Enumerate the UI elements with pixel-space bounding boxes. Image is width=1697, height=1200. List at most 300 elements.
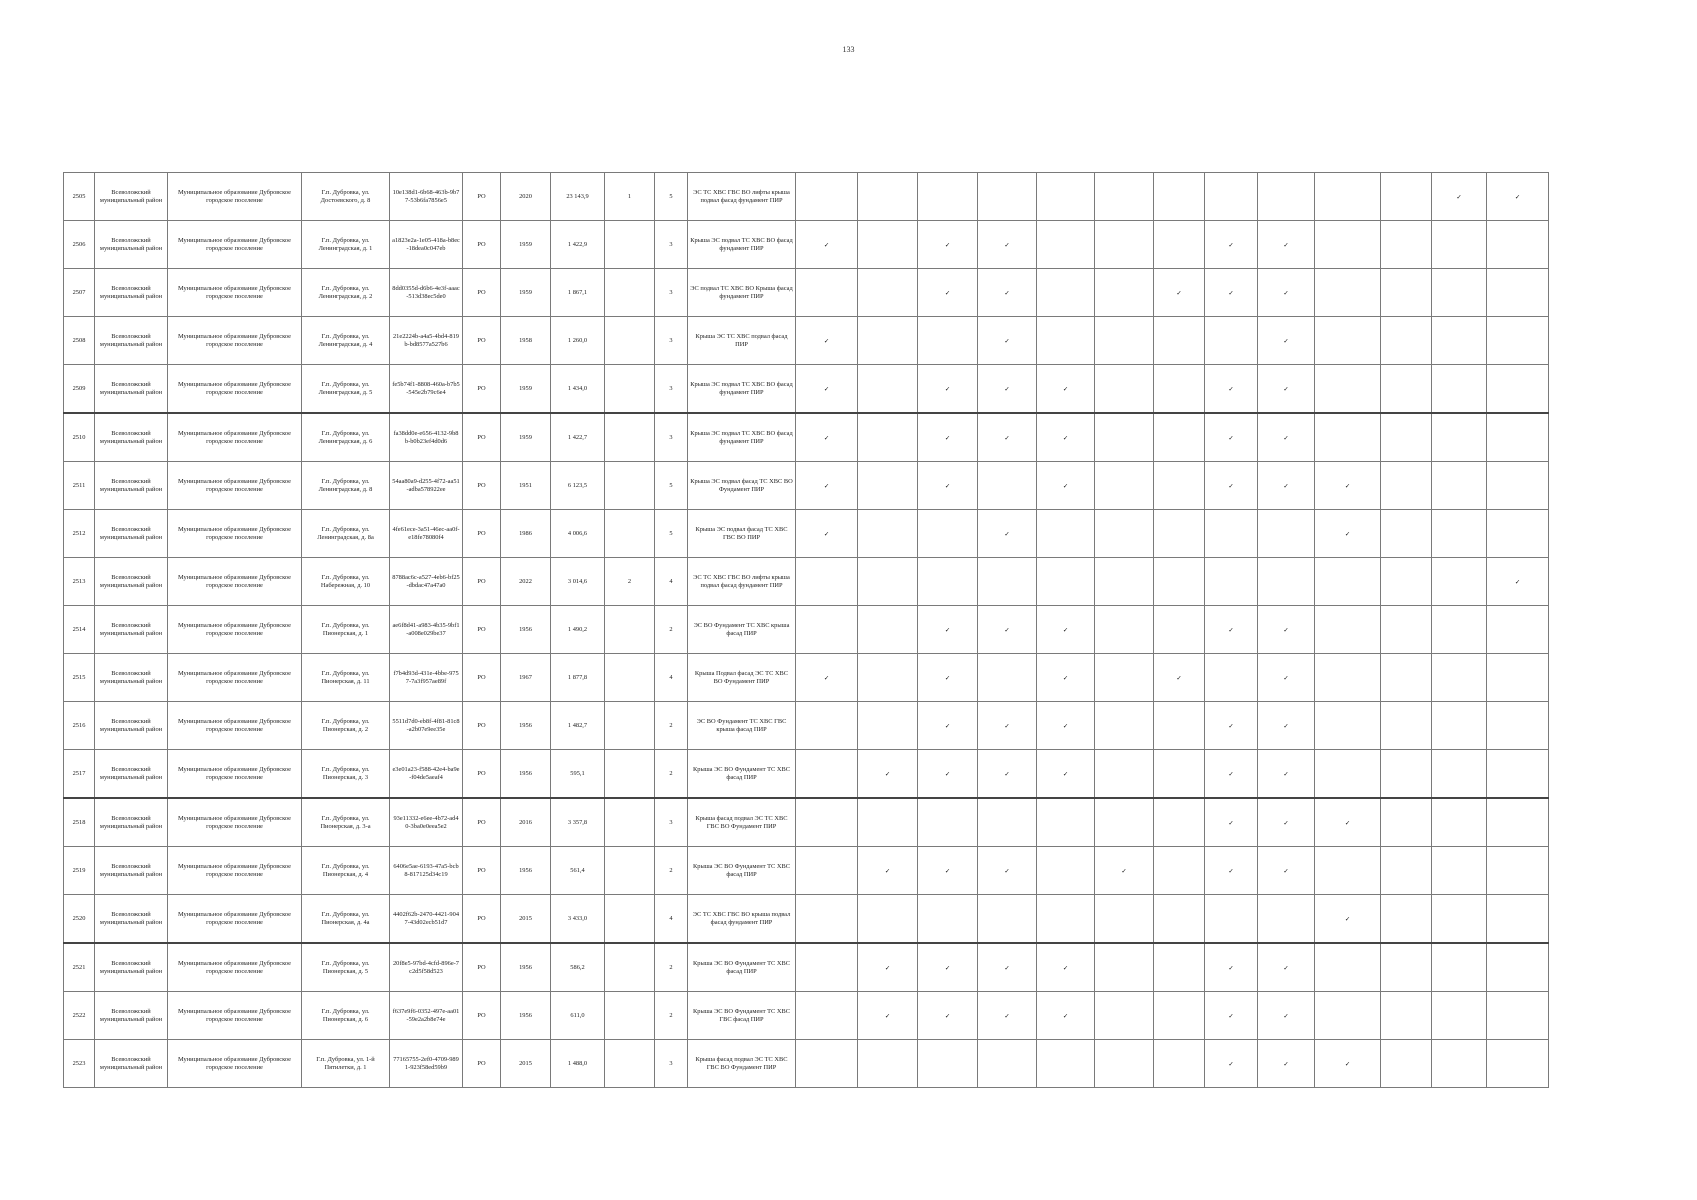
check-cell [1432,462,1487,510]
address-cell: Г.п. Дубровка, ул. Пионерская, д. 1 [302,606,390,654]
checkmark-icon: ✓ [1283,1059,1289,1068]
municipality-cell: Муниципальное образование Дубровское городское поселение [168,654,302,702]
check-cell [978,750,1037,799]
works-list-cell: Крыша ЭС подвал ТС ХВС ВО фасад фундамент ПИР [688,365,796,414]
count1-cell [605,221,655,269]
check-cell [1432,413,1487,462]
row-number: 2517 [64,750,95,799]
fias-code-cell: fe5b74f1-8808-460a-b7b5-545e2b79c6e4 [390,365,463,414]
check-cell [1205,702,1258,750]
check-cell [1258,462,1315,510]
checkmark-icon: ✓ [1283,866,1289,875]
table-row [64,750,1549,799]
check-cell [1315,1040,1381,1088]
municipality-cell: Муниципальное образование Дубровское городское поселение [168,750,302,799]
check-cell [1315,943,1381,992]
check-cell [1205,895,1258,944]
check-cell [796,462,858,510]
check-cell [1381,1040,1432,1088]
check-cell [1432,654,1487,702]
check-cell [1315,269,1381,317]
address-cell: Г.п. Дубровка, ул. Пионерская, д. 3 [302,750,390,799]
checkmark-icon: ✓ [1004,721,1010,730]
check-cell [1154,750,1205,799]
district-cell: Всеволожский муниципальный район [95,221,168,269]
count1-cell [605,992,655,1040]
check-cell [1154,462,1205,510]
area-cell: 1 488,0 [551,1040,605,1088]
check-cell [858,558,918,606]
check-cell [1205,365,1258,414]
check-cell [1381,798,1432,847]
check-cell [1037,750,1095,799]
floors-cell: 5 [655,462,688,510]
count1-cell [605,847,655,895]
year-cell: 2015 [501,895,551,944]
checkmark-icon: ✓ [823,433,830,442]
check-cell [1095,847,1154,895]
count1-cell [605,798,655,847]
check-cell [1381,558,1432,606]
year-cell: 2015 [501,1040,551,1088]
works-list-cell: Крыша ЭС подвал фасад ТС ХВС ГВС ВО ПИР [688,510,796,558]
check-cell [978,1040,1037,1088]
check-cell [1432,317,1487,365]
check-cell [1315,317,1381,365]
municipality-cell: Муниципальное образование Дубровское городское поселение [168,365,302,414]
check-cell [1258,269,1315,317]
checkmark-icon: ✓ [944,866,951,875]
check-cell [1315,750,1381,799]
works-list-cell: ЭС ТС ХВС ГВС ВО лифты крыша подвал фасад фундамент ПИР [688,173,796,221]
check-cell [1095,798,1154,847]
check-cell [978,654,1037,702]
checkmark-icon: ✓ [1283,818,1289,827]
table-row [64,895,1549,944]
municipality-cell: Муниципальное образование Дубровское городское поселение [168,943,302,992]
year-cell: 1959 [501,365,551,414]
fias-code-cell: 8788ac6c-a527-4eb6-bf25-dbdac47a47a0 [390,558,463,606]
address-cell: Г.п. Дубровка, ул. Ленинградская, д. 8 [302,462,390,510]
check-cell [796,269,858,317]
check-cell [1487,606,1549,654]
checkmark-icon: ✓ [1283,963,1289,972]
check-cell [918,943,978,992]
area-cell: 3 433,0 [551,895,605,944]
checkmark-icon: ✓ [1228,481,1234,490]
address-cell: Г.п. Дубровка, ул. Ленинградская, д. 4 [302,317,390,365]
check-cell [1095,702,1154,750]
check-cell [1315,558,1381,606]
checkmark-icon: ✓ [1344,914,1351,923]
checkmark-icon: ✓ [1228,288,1234,297]
checkmark-icon: ✓ [1344,1059,1351,1068]
area-cell: 1 434,0 [551,365,605,414]
fund-type-cell: РО [463,750,501,799]
check-cell [1258,702,1315,750]
check-cell [858,413,918,462]
district-cell: Всеволожский муниципальный район [95,750,168,799]
area-cell: 1 422,9 [551,221,605,269]
row-number: 2505 [64,173,95,221]
check-cell [1205,654,1258,702]
fund-type-cell: РО [463,269,501,317]
table-row [64,269,1549,317]
check-cell [978,702,1037,750]
check-cell [978,895,1037,944]
checkmark-icon: ✓ [1283,769,1289,778]
municipality-cell: Муниципальное образование Дубровское городское поселение [168,269,302,317]
check-cell [1381,992,1432,1040]
works-list-cell: Крыша ЭС ВО Фундамент ТС ХВС ГВС фасад ПИР [688,992,796,1040]
works-list-cell: ЭС подвал ТС ХВС ВО Крыша фасад фундамент ПИР [688,269,796,317]
floors-cell: 2 [655,702,688,750]
check-cell [1258,943,1315,992]
check-cell [1487,750,1549,799]
check-cell [1381,847,1432,895]
area-cell: 595,1 [551,750,605,799]
table-row [64,943,1549,992]
check-cell [796,1040,858,1088]
row-number: 2523 [64,1040,95,1088]
checkmark-icon: ✓ [823,481,830,490]
check-cell [1095,317,1154,365]
check-cell [1487,1040,1549,1088]
check-cell [858,173,918,221]
municipality-cell: Муниципальное образование Дубровское городское поселение [168,606,302,654]
checkmark-icon: ✓ [1004,336,1010,345]
checkmark-icon: ✓ [1283,384,1289,393]
works-list-cell: ЭС ВО Фундамент ТС ХВС ГВС крыша фасад ПИР [688,702,796,750]
count1-cell [605,317,655,365]
check-cell [858,317,918,365]
year-cell: 1956 [501,606,551,654]
check-cell [858,606,918,654]
check-cell [1432,847,1487,895]
check-cell [918,365,978,414]
table-row [64,365,1549,414]
check-cell [1432,510,1487,558]
check-cell [858,943,918,992]
check-cell [978,847,1037,895]
fund-type-cell: РО [463,317,501,365]
floors-cell: 2 [655,847,688,895]
fund-type-cell: РО [463,895,501,944]
check-cell [1315,702,1381,750]
area-cell: 1 260,0 [551,317,605,365]
floors-cell: 4 [655,654,688,702]
check-cell [858,847,918,895]
check-cell [918,462,978,510]
check-cell [796,221,858,269]
check-cell [1095,1040,1154,1088]
fund-type-cell: РО [463,847,501,895]
checkmark-icon: ✓ [823,529,830,538]
floors-cell: 3 [655,413,688,462]
area-cell: 586,2 [551,943,605,992]
check-cell [796,798,858,847]
address-cell: Г.п. Дубровка, ул. Ленинградская, д. 6 [302,413,390,462]
district-cell: Всеволожский муниципальный район [95,317,168,365]
checkmark-icon: ✓ [944,481,951,490]
district-cell: Всеволожский муниципальный район [95,798,168,847]
checkmark-icon: ✓ [1228,240,1234,249]
floors-cell: 3 [655,317,688,365]
check-cell [918,847,978,895]
check-cell [1258,798,1315,847]
checkmark-icon: ✓ [1283,625,1289,634]
municipality-cell: Муниципальное образование Дубровское городское поселение [168,702,302,750]
check-cell [1432,798,1487,847]
checkmark-icon: ✓ [1004,769,1010,778]
check-cell [1381,413,1432,462]
row-number: 2518 [64,798,95,847]
floors-cell: 3 [655,269,688,317]
floors-cell: 3 [655,365,688,414]
check-cell [1258,558,1315,606]
year-cell: 1958 [501,317,551,365]
works-list-cell: ЭС ТС ХВС ГВС ВО лифты крыша подвал фасад фундамент ПИР [688,558,796,606]
year-cell: 1959 [501,413,551,462]
checkmark-icon: ✓ [1004,529,1010,538]
check-cell [1258,847,1315,895]
check-cell [1037,1040,1095,1088]
check-cell [796,992,858,1040]
housing-table [63,172,1549,1088]
year-cell: 2016 [501,798,551,847]
fund-type-cell: РО [463,221,501,269]
check-cell [1315,798,1381,847]
fund-type-cell: РО [463,798,501,847]
municipality-cell: Муниципальное образование Дубровское городское поселение [168,1040,302,1088]
municipality-cell: Муниципальное образование Дубровское городское поселение [168,558,302,606]
check-cell [1095,750,1154,799]
year-cell: 1956 [501,943,551,992]
check-cell [1258,510,1315,558]
check-cell [858,702,918,750]
check-cell [1315,173,1381,221]
check-cell [1154,606,1205,654]
checkmark-icon: ✓ [1004,288,1010,297]
check-cell [796,654,858,702]
district-cell: Всеволожский муниципальный район [95,1040,168,1088]
check-cell [978,221,1037,269]
address-cell: Г.п. Дубровка, ул. Пионерская, д. 4 [302,847,390,895]
district-cell: Всеволожский муниципальный район [95,702,168,750]
checkmark-icon: ✓ [823,336,830,345]
works-list-cell: Крыша ЭС ВО Фундамент ТС ХВС фасад ПИР [688,750,796,799]
check-cell [918,1040,978,1088]
district-cell: Всеволожский муниципальный район [95,943,168,992]
check-cell [858,221,918,269]
address-cell: Г.п. Дубровка, ул. Пионерская, д. 2 [302,702,390,750]
table-row [64,798,1549,847]
works-list-cell: Крыша ЭС подвал ТС ХВС ВО фасад фундамент ПИР [688,413,796,462]
check-cell [918,173,978,221]
check-cell [1205,1040,1258,1088]
checkmark-icon: ✓ [1283,240,1289,249]
count1-cell [605,1040,655,1088]
checkmark-icon: ✓ [1344,529,1351,538]
check-cell [1315,895,1381,944]
check-cell [1037,992,1095,1040]
check-cell [1037,269,1095,317]
check-cell [858,269,918,317]
check-cell [1381,317,1432,365]
check-cell [1487,943,1549,992]
address-cell: Г.п. Дубровка, ул. Пионерская, д. 3-а [302,798,390,847]
year-cell: 1951 [501,462,551,510]
check-cell [918,798,978,847]
check-cell [1037,221,1095,269]
check-cell [1037,510,1095,558]
check-cell [1154,943,1205,992]
check-cell [1037,413,1095,462]
floors-cell: 2 [655,992,688,1040]
check-cell [1381,750,1432,799]
check-cell [1315,365,1381,414]
table-row [64,606,1549,654]
checkmark-icon: ✓ [1228,625,1234,634]
check-cell [1487,558,1549,606]
district-cell: Всеволожский муниципальный район [95,895,168,944]
check-cell [1037,943,1095,992]
year-cell: 1956 [501,702,551,750]
checkmark-icon: ✓ [1062,673,1069,682]
checkmark-icon: ✓ [1228,963,1234,972]
table-row [64,558,1549,606]
works-list-cell: Крыша ЭС подвал ТС ХВС ВО фасад фундамент ПИР [688,221,796,269]
check-cell [1205,606,1258,654]
checkmark-icon: ✓ [1283,288,1289,297]
check-cell [1258,654,1315,702]
checkmark-icon: ✓ [1062,1011,1069,1020]
works-list-cell: Крыша ЭС ВО Фундамент ТС ХВС фасад ПИР [688,847,796,895]
checkmark-icon: ✓ [1228,721,1234,730]
checkmark-icon: ✓ [1283,673,1289,682]
check-cell [1095,992,1154,1040]
row-number: 2514 [64,606,95,654]
checkmark-icon: ✓ [944,673,951,682]
year-cell: 1967 [501,654,551,702]
checkmark-icon: ✓ [1004,240,1010,249]
fund-type-cell: РО [463,413,501,462]
check-cell [1487,221,1549,269]
check-cell [1487,798,1549,847]
check-cell [1095,606,1154,654]
table-row [64,173,1549,221]
checkmark-icon: ✓ [823,240,830,249]
check-cell [1432,558,1487,606]
checkmark-icon: ✓ [884,963,891,972]
checkmark-icon: ✓ [1228,1059,1234,1068]
checkmark-icon: ✓ [1456,192,1462,201]
check-cell [796,365,858,414]
check-cell [1432,895,1487,944]
check-cell [1037,847,1095,895]
address-cell: Г.п. Дубровка, ул. Ленинградская, д. 5 [302,365,390,414]
row-number: 2506 [64,221,95,269]
check-cell [978,943,1037,992]
checkmark-icon: ✓ [1062,721,1069,730]
row-number: 2509 [64,365,95,414]
address-cell: Г.п. Дубровка, ул. Ленинградская, д. 8а [302,510,390,558]
check-cell [978,269,1037,317]
fias-code-cell: 4402f62b-2470-4421-9047-43d02ecb51d7 [390,895,463,944]
checkmark-icon: ✓ [1176,288,1182,297]
check-cell [1205,221,1258,269]
check-cell [1095,510,1154,558]
year-cell: 1956 [501,750,551,799]
check-cell [796,413,858,462]
check-cell [1381,269,1432,317]
checkmark-icon: ✓ [1283,481,1289,490]
check-cell [1432,365,1487,414]
checkmark-icon: ✓ [1228,866,1234,875]
check-cell [858,895,918,944]
fias-code-cell: 21e2224b-a4a5-4bd4-819b-bd8577a527b6 [390,317,463,365]
check-cell [1487,462,1549,510]
check-cell [1432,1040,1487,1088]
check-cell [1154,558,1205,606]
checkmark-icon: ✓ [1004,1011,1010,1020]
checkmark-icon: ✓ [1283,336,1289,345]
floors-cell: 2 [655,606,688,654]
check-cell [858,750,918,799]
row-number: 2521 [64,943,95,992]
check-cell [1381,943,1432,992]
area-cell: 4 006,6 [551,510,605,558]
check-cell [1037,654,1095,702]
municipality-cell: Муниципальное образование Дубровское городское поселение [168,510,302,558]
check-cell [1095,462,1154,510]
area-cell: 561,4 [551,847,605,895]
works-list-cell: Крыша ЭС ВО Фундамент ТС ХВС фасад ПИР [688,943,796,992]
count1-cell [605,413,655,462]
row-number: 2512 [64,510,95,558]
count1-cell: 2 [605,558,655,606]
check-cell [1258,221,1315,269]
check-cell [1487,413,1549,462]
area-cell: 1 422,7 [551,413,605,462]
check-cell [796,943,858,992]
check-cell [1315,221,1381,269]
address-cell: Г.п. Дубровка, ул. Пионерская, д. 11 [302,654,390,702]
check-cell [796,173,858,221]
check-cell [1315,462,1381,510]
check-cell [1205,750,1258,799]
count1-cell [605,510,655,558]
floors-cell: 5 [655,510,688,558]
check-cell [1487,365,1549,414]
check-cell [1432,221,1487,269]
check-cell [796,558,858,606]
district-cell: Всеволожский муниципальный район [95,173,168,221]
address-cell: Г.п. Дубровка, ул. 1-й Пятилетки, д. 1 [302,1040,390,1088]
check-cell [858,992,918,1040]
row-number: 2510 [64,413,95,462]
check-cell [1381,173,1432,221]
works-list-cell: Крыша фасад подвал ЭС ТС ХВС ГВС ВО Фундамент ПИР [688,1040,796,1088]
check-cell [1487,317,1549,365]
check-cell [1487,654,1549,702]
fund-type-cell: РО [463,173,501,221]
municipality-cell: Муниципальное образование Дубровское городское поселение [168,173,302,221]
table-row [64,510,1549,558]
count1-cell [605,462,655,510]
checkmark-icon: ✓ [1228,1011,1234,1020]
check-cell [978,558,1037,606]
